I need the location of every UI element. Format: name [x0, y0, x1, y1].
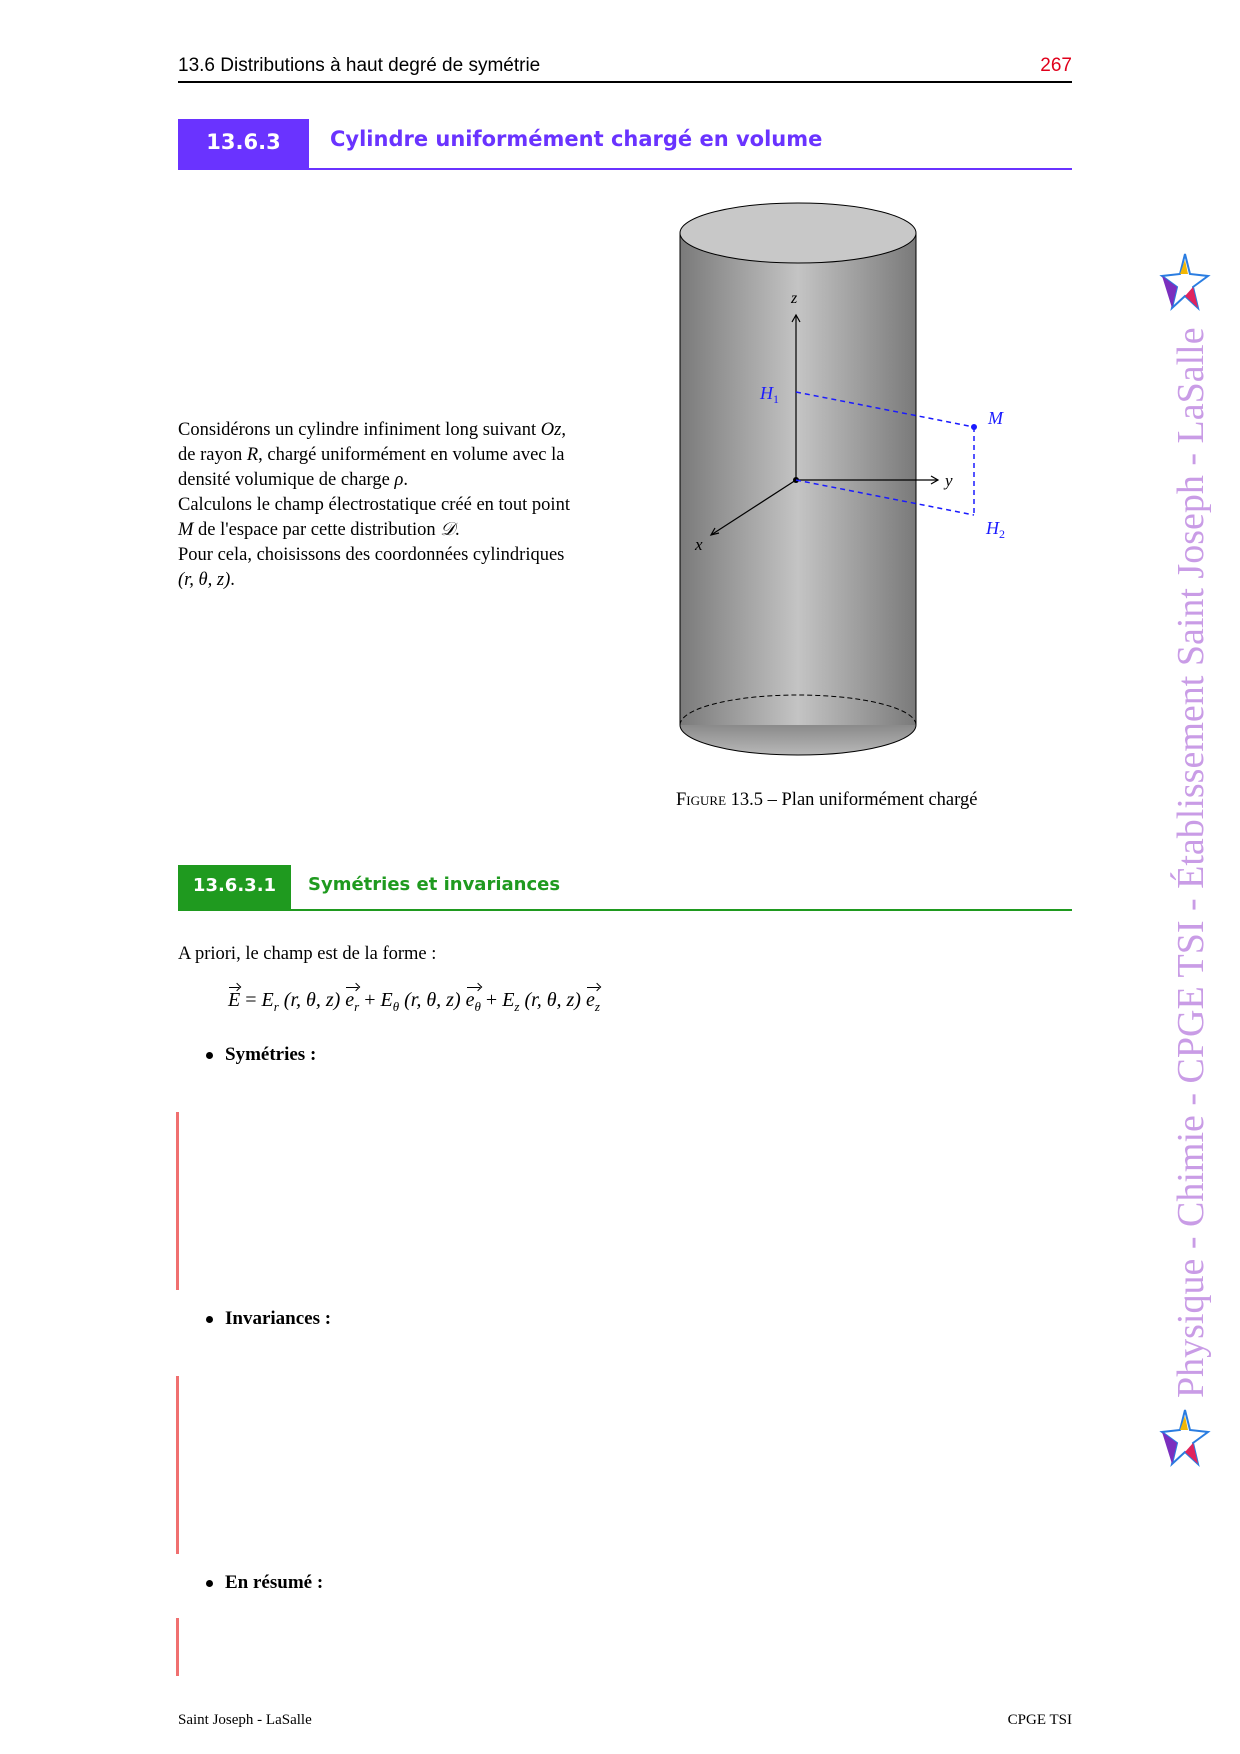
- bullet-resume: En résumé :: [206, 1572, 323, 1594]
- answer-bar-invariances: [176, 1376, 179, 1554]
- field-equation: $E = E_r$ (r, θ, z) $e_r + E_\theta$ (r, θ, z) $e_\theta + E_z$ (r, θ, z) $e_z$: [228, 985, 600, 1015]
- sidebar-vertical-text: Physique - Chimie - CPGE TSI - Établissement Saint Joseph - LaSalle: [1170, 327, 1212, 1398]
- school-logo-top: [1160, 252, 1210, 314]
- page-number: 267: [1040, 55, 1072, 76]
- cylinder-bottom: [680, 725, 916, 755]
- label-h2: $H_2$: [986, 518, 1005, 541]
- answer-bar-resume: [176, 1618, 179, 1676]
- section-number: 13.6.3: [178, 119, 309, 168]
- figure-caption: Figure 13.5 – Plan uniformément chargé: [676, 790, 978, 810]
- bullet-symetries: Symétries :: [206, 1044, 316, 1066]
- intro-paragraph: Considérons un cylindre infiniment long suivant Oz, de rayon R, chargé uniformément en volume avec la densité volumique de charge ρ. Calculons le champ électrostatique créé en tout point M de l'espace par cette distribution 𝒟. Pour cela, choisissons des coordonnées cylindriques (r, θ, z).: [178, 420, 570, 590]
- section-heading: [178, 119, 1072, 170]
- school-logo-bottom: [1160, 1408, 1210, 1470]
- label-y: y: [945, 471, 953, 490]
- header-title: 13.6 Distributions à haut degré de symétrie: [178, 55, 541, 76]
- apriori-text: A priori, le champ est de la forme :: [178, 944, 437, 964]
- label-h1: $H_1$: [760, 383, 779, 406]
- label-z: z: [791, 290, 798, 307]
- label-x: x: [695, 535, 703, 554]
- section-title: Cylindre uniformément chargé en volume: [330, 127, 823, 151]
- subsection-heading: [178, 865, 1072, 911]
- cylinder-top: [680, 203, 916, 263]
- footer-right: CPGE TSI: [1007, 1712, 1072, 1728]
- subsection-number: 13.6.3.1: [178, 865, 291, 909]
- cylinder-figure: [670, 195, 1005, 760]
- answer-bar-symetries: [176, 1112, 179, 1290]
- label-m: M: [988, 408, 1003, 428]
- page-header: [178, 53, 1072, 83]
- bullet-invariances: Invariances :: [206, 1308, 331, 1330]
- footer-left: Saint Joseph - LaSalle: [178, 1712, 312, 1728]
- point-m: [971, 424, 977, 430]
- subsection-title: Symétries et invariances: [308, 874, 561, 895]
